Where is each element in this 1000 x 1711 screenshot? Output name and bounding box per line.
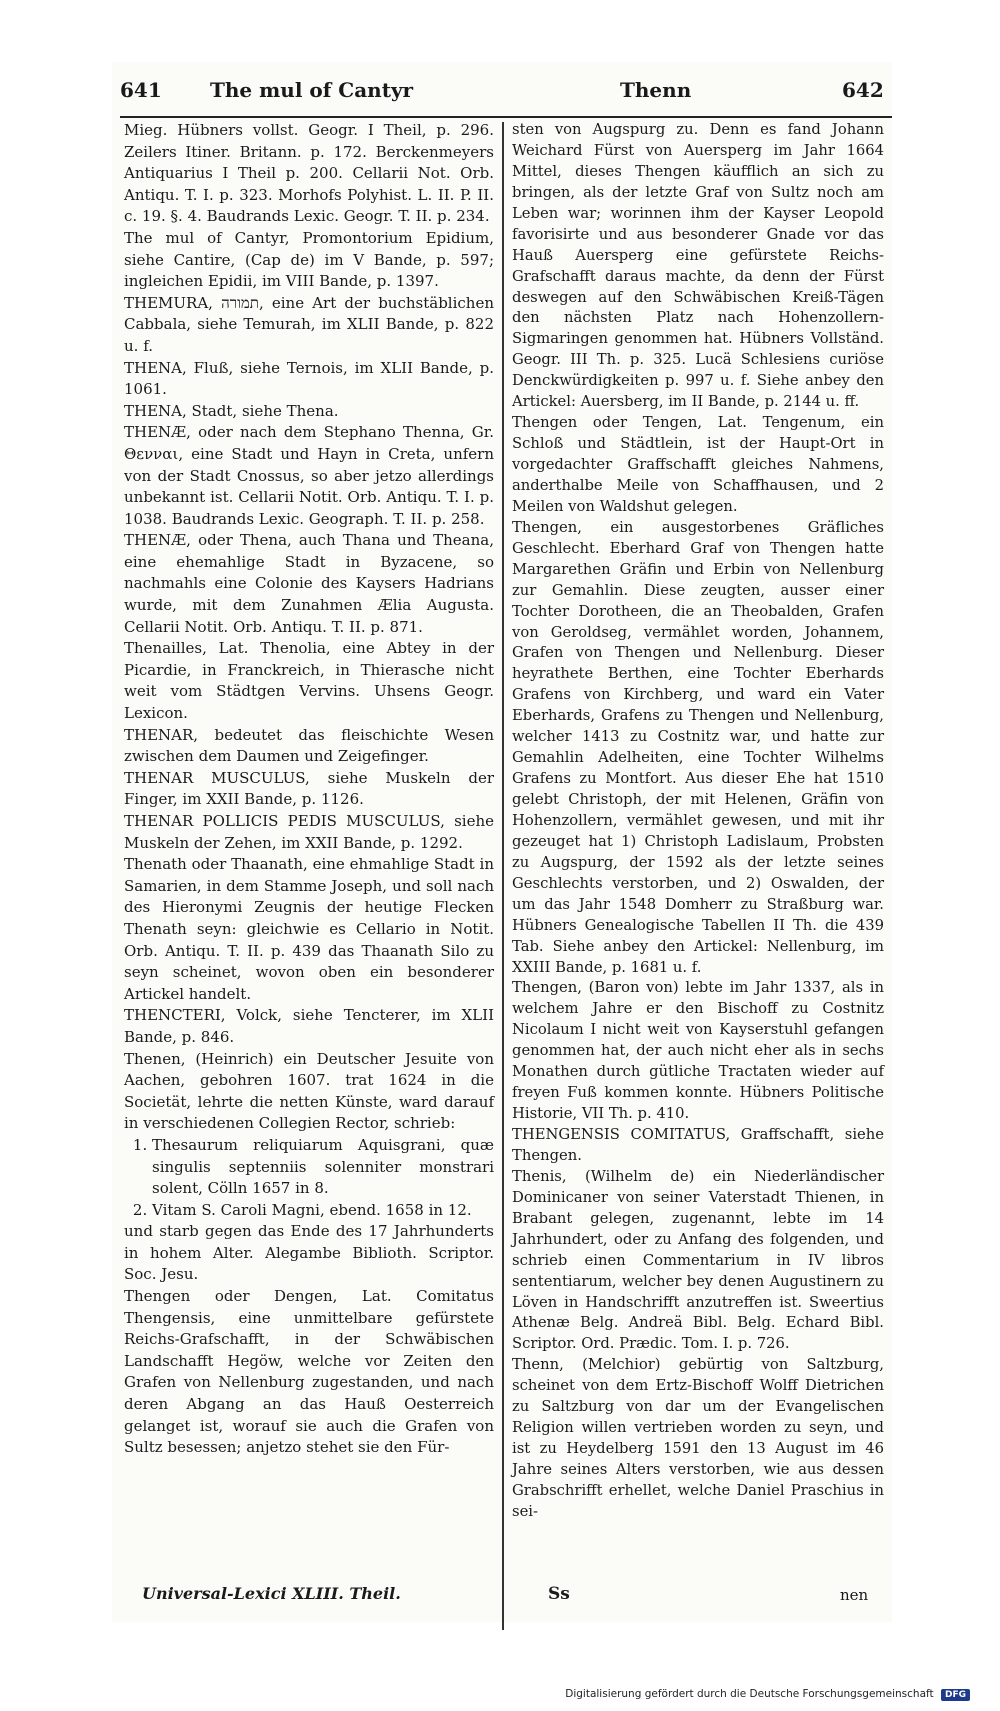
- entry: Thenailles, Lat. Thenolia, eine Abtey in der Picardie, in Franckreich, in Thierasche nicht weit vom Städtgen Vervins. Uhsens Geogr. Lexicon.: [124, 639, 494, 723]
- signature-line: Universal-Lexici XLIII. Theil.: [142, 1584, 401, 1603]
- entry: Thengen, (Baron von) lebte im Jahr 1337, als in welchem Jahre er den Bischoff zu Costnitz Nicolaum I nicht weit von Kayserstuhl gefangen genommen hat, der auch nicht eher als in sechs Monathen durch gütliche Tractaten wieder auf freyen Fuß kommen konnte. Hübners Politische Historie, VII Th. p. 410.: [512, 979, 884, 1123]
- works-list: [124, 1135, 494, 1221]
- catchword: nen: [840, 1586, 869, 1604]
- entry: THENCTERI, Volck, siehe Tencterer, im XLII Bande, p. 846.: [124, 1006, 494, 1046]
- header-title-left: The mul of Cantyr: [210, 78, 414, 102]
- page-number-right: 642: [842, 78, 884, 102]
- digitization-credit: [565, 1688, 970, 1701]
- sheet-mark: Ss: [548, 1584, 570, 1604]
- list-item: 1. Thesaurum reliquiarum Aquisgrani, quæ singulis septenniis solenniter monstrari solent, Cölln 1657 in 8.: [152, 1135, 494, 1200]
- header-title-right: Thenn: [620, 78, 692, 102]
- entry: THENA, Stadt, siehe Thena.: [124, 401, 339, 420]
- list-item: 2. Vitam S. Caroli Magni, ebend. 1658 in 12.: [152, 1200, 494, 1222]
- left-column: [124, 120, 494, 1459]
- dfg-logo: DFG: [941, 1689, 970, 1701]
- page-number-left: 641: [120, 78, 162, 102]
- entry: Thengen oder Tengen, Lat. Tengenum, ein Schloß und Städtlein, ist der Haupt-Ort in vorgedachter Graffschafft gleiches Nahmens, anderthalbe Meile von Schaffhausen, und 2 Meilen von Waldshut gelegen.: [512, 414, 884, 515]
- header-rule: [120, 116, 892, 118]
- entry: Thenen, (Heinrich) ein Deutscher Jesuite von Aachen, gebohren 1607. trat 1624 in die Societät, lehrte die netten Künste, ward darauf in verschiedenen Collegien Rector, schrieb:: [124, 1049, 494, 1133]
- entry: Thengen oder Dengen, Lat. Comitatus Thengensis, eine unmittelbare gefürstete Reichs-Grafschafft, in der Schwäbischen Landschafft Hegöw, welche vor Zeiten den Grafen von Nellenburg zugestanden, und nach deren Abgang an das Hauß Oesterreich gelanget ist, worauf sie auch die Grafen von Sultz besessen; anjetzo stehet sie den Für-: [124, 1287, 494, 1457]
- right-column: [512, 120, 884, 1523]
- entry: Thenis, (Wilhelm de) ein Niederländischer Dominicaner von seiner Vaterstadt Thienen, in Brabant gelegen, zugenannt, lebte im 14 Jahrhundert, oder zu Anfang des folgenden, und schrieb einen Commentarium in IV libros sententiarum, welcher bey denen Augustinern zu Löven in Handschrifft anzutreffen ist. Sweertius Athenæ Belg. Andreä Bibl. Belg. Echard Bibl. Scriptor. Ord. Prædic. Tom. I. p. 726.: [512, 1167, 884, 1353]
- entry: und starb gegen das Ende des 17 Jahrhunderts in hohem Alter. Alegambe Biblioth. Scriptor. Soc. Jesu.: [124, 1222, 494, 1284]
- entry: THENA, Fluß, siehe Ternois, im XLII Bande, p. 1061.: [124, 358, 494, 399]
- column-divider: [502, 122, 504, 1630]
- entry: Thenath oder Thaanath, eine ehmahlige Stadt in Samarien, in dem Stamme Joseph, und soll nach des Hieronymi Zeugnis der heutige Flecken Thenath seyn: gleichwie es Cellario in Notit. Orb. Antiqu. T. II. p. 439 das Thaanath Silo zu seyn scheinet, wovon oben ein besonderer Artickel handelt.: [124, 855, 494, 1003]
- entry: The mul of Cantyr, Promontorium Epidium, siehe Cantire, (Cap de) im V Bande, p. 597; ingleichen Epidii, im VIII Bande, p. 1397.: [124, 228, 494, 291]
- entry: THENGENSIS COMITATUS, Graffschafft, siehe Thengen.: [512, 1126, 884, 1164]
- entry: THEMURA, תמורה, eine Art der buchstäblichen Cabbala, siehe Temurah, im XLII Bande, p. 822 u. f.: [124, 293, 494, 355]
- entry: Thengen, ein ausgestorbenes Gräfliches Geschlecht. Eberhard Graf von Thengen hatte Margarethen Gräfin und Erbin von Nellenburg zur Gemahlin. Diese zeugten, ausser einer Tochter Dorotheen, die an Theobalden, Grafen von Geroldseg, vermählet worden, Johannem, Grafen von Thengen und Nellenburg. Dieser heyrathete Berthen, eine Tochter Eberhards Grafens von Kirchberg, und ward ein Vater Eberhards, Grafens zu Thengen und Nellenburg, welcher 1413 zu Costnitz war, und hatte zur Gemahlin Adelheiten, eine Tochter Wilhelms Grafens zu Montfort. Aus dieser Ehe hat 1510 gelebt Christoph, der mit Helenen, Gräfin von Hohenzollern, vermählet gewesen, und mit ihr gezeuget hat 1) Christoph Ladislaum, Probsten zu Augspurg, der 1592 als der letzte seines Geschlechts verstorben, und 2) Oswalden, der um das Jahr 1548 Domherr zu Straßburg war. Hübners Genealogische Tabellen II Th. die 439 Tab. Siehe anbey den Artickel: Nellenburg, im XXIII Bande, p. 1681 u. f.: [512, 518, 884, 976]
- entry: THENÆ, oder Thena, auch Thana und Theana, eine ehemahlige Stadt in Byzacene, so nachmahls eine Colonie des Kaysers Hadrians wurde, mit dem Zunahmen Ælia Augusta. Cellarii Notit. Orb. Antiqu. T. II. p. 871.: [124, 531, 494, 636]
- entry: Mieg. Hübners vollst. Geogr. I Theil, p. 296. Zeilers Itiner. Britann. p. 172. Berckenmeyers Antiquarius I Theil p. 200. Cellarii Not. Orb. Antiqu. T. I. p. 323. Morhofs Polyhist. L. II. P. II. c. 19. §. 4. Baudrands Lexic. Geogr. T. II. p. 234.: [124, 121, 494, 226]
- entry: THENAR MUSCULUS, siehe Muskeln der Finger, im XXII Bande, p. 1126.: [124, 768, 494, 809]
- entry: THENÆ, oder nach dem Stephano Thenna, Gr. Θενναι, eine Stadt und Hayn in Creta, unfern von der Stadt Cnossus, so aber jetzo allerdings unbekannt ist. Cellarii Notit. Orb. Antiqu. T. I. p. 1038. Baudrands Lexic. Geograph. T. II. p. 258.: [124, 423, 494, 528]
- entry: THENAR POLLICIS PEDIS MUSCULUS, siehe Muskeln der Zehen, im XXII Bande, p. 1292.: [124, 812, 494, 852]
- running-header: [120, 78, 892, 112]
- credit-text: Digitalisierung gefördert durch die Deutsche Forschungsgemeinschaft: [565, 1688, 934, 1700]
- entry: THENAR, bedeutet das fleischichte Wesen zwischen dem Daumen und Zeigefinger.: [124, 725, 494, 766]
- entry: Thenn, (Melchior) gebürtig von Saltzburg, scheinet von dem Ertz-Bischoff Wolff Dietrichen zu Saltzburg von dar um der Evangelischen Religion willen vertrieben worden zu seyn, und ist zu Heydelberg 1591 den 13 August im 46 Jahre seines Alters verstorben, wie aus dessen Grabschrifft erhellet, welche Daniel Praschius in sei-: [512, 1356, 884, 1520]
- entry: sten von Augspurg zu. Denn es fand Johann Weichard Fürst von Auersperg im Jahr 1664 Mittel, dieses Thengen käufflich an sich zu bringen, als der letzte Graf von Sultz noch am Leben war; worinnen ihm der Kayser Leopold favorisirte und aus besonderer Gnade vor das Hauß Auersperg eine gefürstete Reichs-Grafschafft daraus machte, da denn der Fürst deswegen auf den Schwäbischen Kreiß-Tägen den nächsten Platz nach Hohenzollern-Sigmaringen genommen hat. Hübners Vollständ. Geogr. III Th. p. 325. Lucä Schlesiens curiöse Denckwürdigkeiten p. 997 u. f. Siehe anbey den Artickel: Auersberg, im II Bande, p. 2144 u. ff.: [512, 121, 884, 411]
